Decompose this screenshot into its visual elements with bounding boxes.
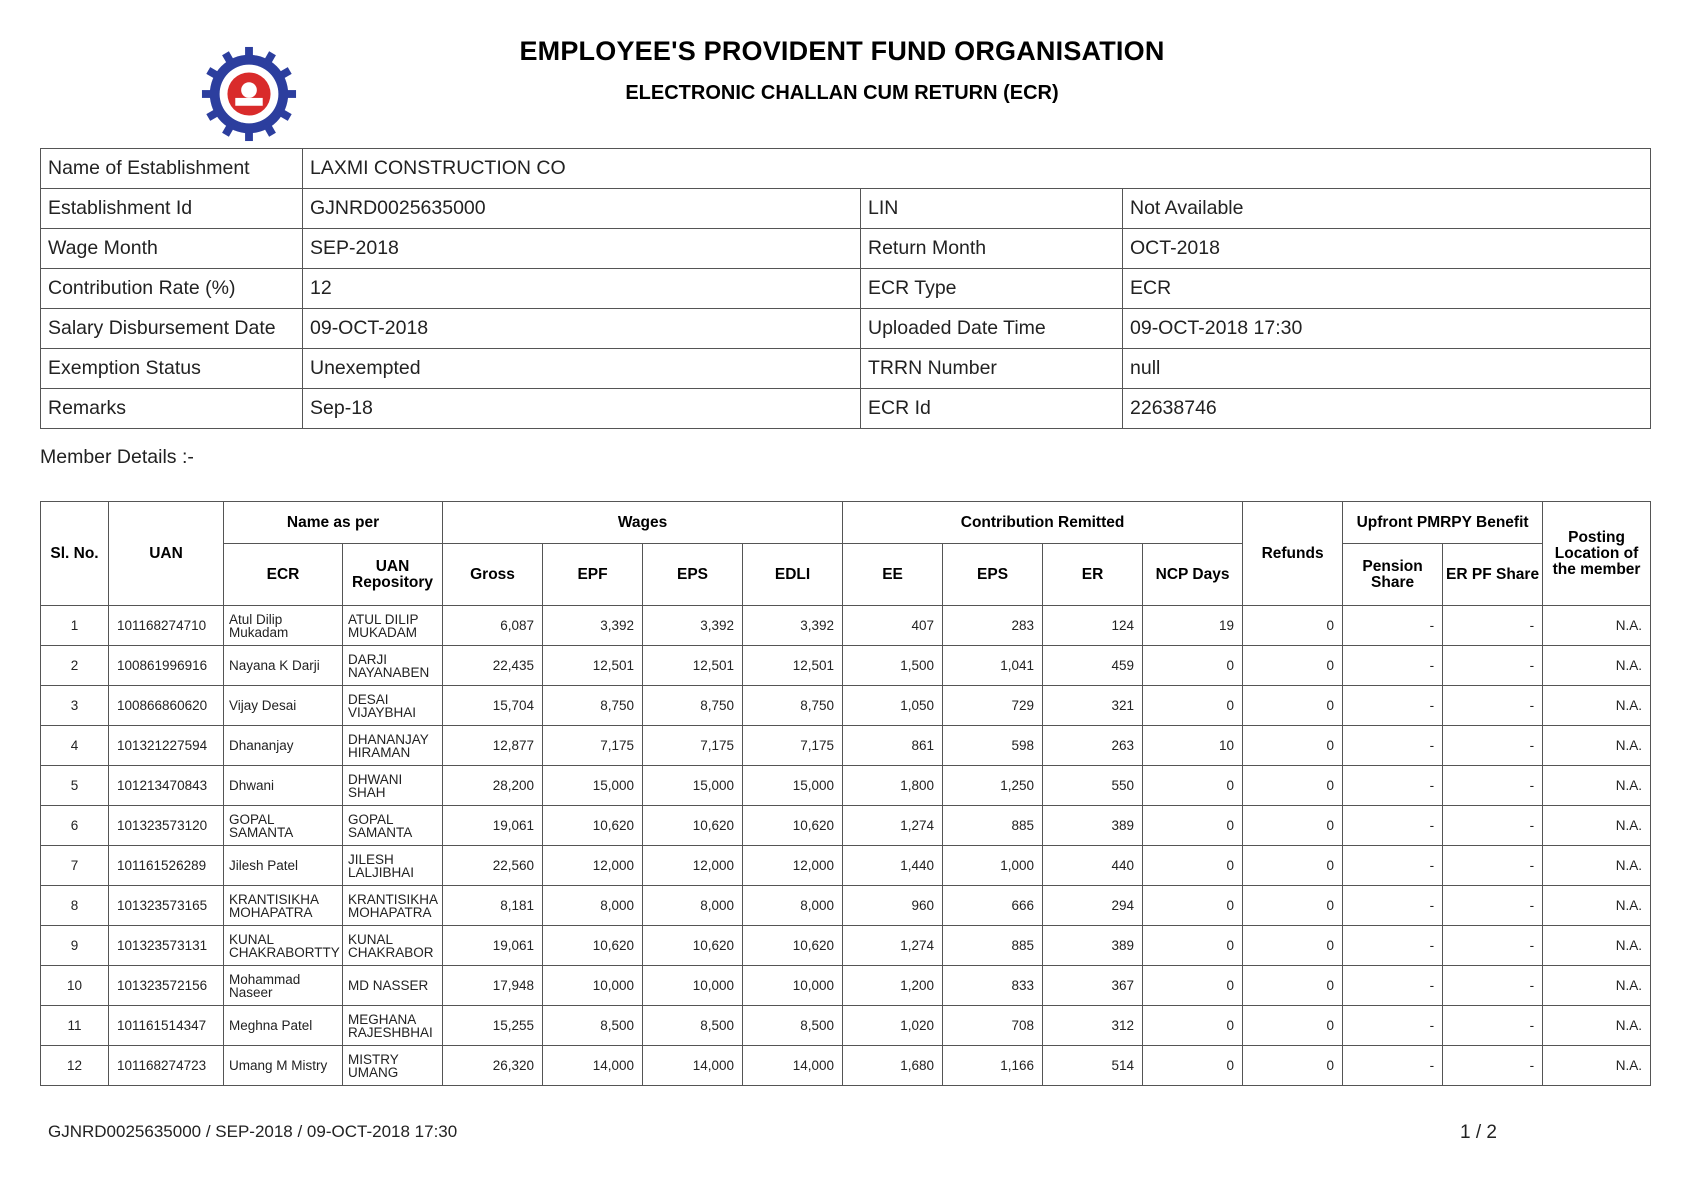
member-er-pf-share: -	[1443, 726, 1543, 766]
member-name-uan-repository: DHWANI SHAH	[343, 766, 443, 806]
member-gross-wages: 19,061	[443, 806, 543, 846]
header-ecr: ECR	[224, 544, 343, 606]
remarks-value: Sep-18	[303, 389, 861, 429]
member-name-ecr: Mohammad Naseer	[224, 966, 343, 1006]
member-epf-wages: 8,000	[543, 886, 643, 926]
contribution-rate-label: Contribution Rate (%)	[41, 269, 303, 309]
member-name-uan-repository: ATUL DILIP MUKADAM	[343, 606, 443, 646]
ecr-type-value: ECR	[1123, 269, 1651, 309]
member-ee-contribution: 1,800	[843, 766, 943, 806]
trrn-label: TRRN Number	[861, 349, 1123, 389]
info-row	[41, 389, 1651, 429]
member-uan: 101213470843	[109, 766, 224, 806]
member-er-pf-share: -	[1443, 606, 1543, 646]
member-eps-contribution: 1,041	[943, 646, 1043, 686]
member-gross-wages: 8,181	[443, 886, 543, 926]
footer-reference: GJNRD0025635000 / SEP-2018 / 09-OCT-2018 17:30	[48, 1122, 458, 1141]
member-sl-no: 1	[41, 606, 109, 646]
header-uan-repository: UAN Repository	[343, 544, 443, 606]
member-uan: 101321227594	[109, 726, 224, 766]
member-eps-contribution: 1,000	[943, 846, 1043, 886]
member-eps-contribution: 1,166	[943, 1046, 1043, 1086]
member-epf-wages: 3,392	[543, 606, 643, 646]
member-uan: 101168274710	[109, 606, 224, 646]
member-name-ecr: Dhwani	[224, 766, 343, 806]
header-er-pf-share: ER PF Share	[1443, 544, 1543, 606]
member-gross-wages: 22,560	[443, 846, 543, 886]
member-posting-location: N.A.	[1543, 966, 1651, 1006]
member-details-table	[40, 501, 1651, 1086]
member-edli-wages: 8,000	[743, 886, 843, 926]
wage-month-value: SEP-2018	[303, 229, 861, 269]
member-uan: 101161526289	[109, 846, 224, 886]
member-eps-wages: 10,620	[643, 926, 743, 966]
member-posting-location: N.A.	[1543, 806, 1651, 846]
member-epf-wages: 15,000	[543, 766, 643, 806]
member-er-pf-share: -	[1443, 926, 1543, 966]
member-eps-contribution: 885	[943, 926, 1043, 966]
member-epf-wages: 12,501	[543, 646, 643, 686]
member-ee-contribution: 1,680	[843, 1046, 943, 1086]
member-uan: 101323573165	[109, 886, 224, 926]
member-name-ecr: GOPAL SAMANTA	[224, 806, 343, 846]
member-eps-wages: 15,000	[643, 766, 743, 806]
member-name-ecr: Nayana K Darji	[224, 646, 343, 686]
member-ncp-days: 0	[1143, 806, 1243, 846]
member-ee-contribution: 1,274	[843, 926, 943, 966]
member-posting-location: N.A.	[1543, 886, 1651, 926]
member-edli-wages: 15,000	[743, 766, 843, 806]
member-refunds: 0	[1243, 606, 1343, 646]
member-pension-share: -	[1343, 1006, 1443, 1046]
member-ee-contribution: 1,050	[843, 686, 943, 726]
table-row	[41, 686, 1651, 726]
member-er-contribution: 367	[1043, 966, 1143, 1006]
member-er-contribution: 312	[1043, 1006, 1143, 1046]
member-refunds: 0	[1243, 966, 1343, 1006]
establishment-id-value: GJNRD0025635000	[303, 189, 861, 229]
member-eps-contribution: 708	[943, 1006, 1043, 1046]
member-epf-wages: 10,620	[543, 926, 643, 966]
member-sl-no: 4	[41, 726, 109, 766]
member-ee-contribution: 407	[843, 606, 943, 646]
table-row	[41, 766, 1651, 806]
salary-date-label: Salary Disbursement Date	[41, 309, 303, 349]
member-gross-wages: 28,200	[443, 766, 543, 806]
member-eps-wages: 14,000	[643, 1046, 743, 1086]
member-ee-contribution: 1,274	[843, 806, 943, 846]
member-eps-wages: 10,620	[643, 806, 743, 846]
table-row	[41, 606, 1651, 646]
member-er-contribution: 389	[1043, 926, 1143, 966]
member-name-ecr: Atul Dilip Mukadam	[224, 606, 343, 646]
member-name-uan-repository: GOPAL SAMANTA	[343, 806, 443, 846]
exemption-value: Unexempted	[303, 349, 861, 389]
member-uan: 101168274723	[109, 1046, 224, 1086]
member-sl-no: 9	[41, 926, 109, 966]
member-ncp-days: 0	[1143, 966, 1243, 1006]
member-eps-wages: 3,392	[643, 606, 743, 646]
member-name-uan-repository: MEGHANA RAJESHBHAI	[343, 1006, 443, 1046]
member-edli-wages: 8,750	[743, 686, 843, 726]
lin-label: LIN	[861, 189, 1123, 229]
member-uan: 101323573120	[109, 806, 224, 846]
member-er-contribution: 459	[1043, 646, 1143, 686]
member-eps-wages: 12,501	[643, 646, 743, 686]
ecr-id-label: ECR Id	[861, 389, 1123, 429]
member-name-ecr: Vijay Desai	[224, 686, 343, 726]
member-eps-contribution: 885	[943, 806, 1043, 846]
table-row	[41, 1006, 1651, 1046]
remarks-label: Remarks	[41, 389, 303, 429]
member-ee-contribution: 960	[843, 886, 943, 926]
document-title: EMPLOYEE'S PROVIDENT FUND ORGANISATION	[519, 36, 1165, 66]
member-eps-contribution: 666	[943, 886, 1043, 926]
member-eps-contribution: 598	[943, 726, 1043, 766]
member-refunds: 0	[1243, 646, 1343, 686]
exemption-label: Exemption Status	[41, 349, 303, 389]
member-eps-wages: 7,175	[643, 726, 743, 766]
member-name-ecr: Umang M Mistry	[224, 1046, 343, 1086]
wage-month-label: Wage Month	[41, 229, 303, 269]
header-gross: Gross	[443, 544, 543, 606]
member-edli-wages: 3,392	[743, 606, 843, 646]
info-row	[41, 269, 1651, 309]
member-pension-share: -	[1343, 926, 1443, 966]
member-posting-location: N.A.	[1543, 1006, 1651, 1046]
member-pension-share: -	[1343, 686, 1443, 726]
member-eps-contribution: 833	[943, 966, 1043, 1006]
info-row	[41, 229, 1651, 269]
member-refunds: 0	[1243, 886, 1343, 926]
member-posting-location: N.A.	[1543, 766, 1651, 806]
member-eps-contribution: 729	[943, 686, 1043, 726]
member-edli-wages: 10,620	[743, 926, 843, 966]
member-refunds: 0	[1243, 1006, 1343, 1046]
table-header-row	[41, 502, 1651, 544]
table-row	[41, 926, 1651, 966]
member-refunds: 0	[1243, 1046, 1343, 1086]
member-uan: 101161514347	[109, 1006, 224, 1046]
member-name-uan-repository: KRANTISIKHA MOHAPATRA	[343, 886, 443, 926]
member-gross-wages: 22,435	[443, 646, 543, 686]
ecr-type-label: ECR Type	[861, 269, 1123, 309]
uploaded-value: 09-OCT-2018 17:30	[1123, 309, 1651, 349]
header-epf: EPF	[543, 544, 643, 606]
member-name-ecr: Jilesh Patel	[224, 846, 343, 886]
table-row	[41, 886, 1651, 926]
document-subtitle: ELECTRONIC CHALLAN CUM RETURN (ECR)	[625, 82, 1059, 104]
member-sl-no: 3	[41, 686, 109, 726]
member-posting-location: N.A.	[1543, 846, 1651, 886]
member-ncp-days: 0	[1143, 1006, 1243, 1046]
member-eps-contribution: 1,250	[943, 766, 1043, 806]
member-sl-no: 8	[41, 886, 109, 926]
member-posting-location: N.A.	[1543, 606, 1651, 646]
member-er-contribution: 124	[1043, 606, 1143, 646]
member-er-pf-share: -	[1443, 966, 1543, 1006]
member-name-ecr: Dhananjay	[224, 726, 343, 766]
establishment-name-value: LAXMI CONSTRUCTION CO	[303, 149, 1651, 189]
member-name-uan-repository: MISTRY UMANG	[343, 1046, 443, 1086]
member-ncp-days: 10	[1143, 726, 1243, 766]
member-edli-wages: 10,620	[743, 806, 843, 846]
member-er-pf-share: -	[1443, 646, 1543, 686]
member-posting-location: N.A.	[1543, 1046, 1651, 1086]
member-sl-no: 7	[41, 846, 109, 886]
member-ncp-days: 0	[1143, 686, 1243, 726]
header-pmrpy: Upfront PMRPY Benefit	[1343, 502, 1543, 544]
member-eps-wages: 8,750	[643, 686, 743, 726]
uploaded-label: Uploaded Date Time	[861, 309, 1123, 349]
member-pension-share: -	[1343, 606, 1443, 646]
info-row	[41, 149, 1651, 189]
header-refunds: Refunds	[1243, 502, 1343, 606]
table-row	[41, 1046, 1651, 1086]
info-row	[41, 189, 1651, 229]
table-row	[41, 726, 1651, 766]
member-refunds: 0	[1243, 846, 1343, 886]
member-er-contribution: 550	[1043, 766, 1143, 806]
member-er-contribution: 263	[1043, 726, 1143, 766]
member-uan: 100866860620	[109, 686, 224, 726]
member-refunds: 0	[1243, 926, 1343, 966]
member-er-pf-share: -	[1443, 1046, 1543, 1086]
table-row	[41, 646, 1651, 686]
header-ee: EE	[843, 544, 943, 606]
member-name-uan-repository: KUNAL CHAKRABOR	[343, 926, 443, 966]
member-sl-no: 5	[41, 766, 109, 806]
member-er-pf-share: -	[1443, 686, 1543, 726]
header-edli: EDLI	[743, 544, 843, 606]
member-sl-no: 2	[41, 646, 109, 686]
member-pension-share: -	[1343, 886, 1443, 926]
member-ncp-days: 0	[1143, 766, 1243, 806]
member-eps-contribution: 283	[943, 606, 1043, 646]
member-epf-wages: 7,175	[543, 726, 643, 766]
contribution-rate-value: 12	[303, 269, 861, 309]
member-uan: 101323572156	[109, 966, 224, 1006]
member-epf-wages: 10,620	[543, 806, 643, 846]
info-row	[41, 309, 1651, 349]
return-month-value: OCT-2018	[1123, 229, 1651, 269]
member-gross-wages: 6,087	[443, 606, 543, 646]
member-pension-share: -	[1343, 846, 1443, 886]
header-uan: UAN	[109, 502, 224, 606]
member-er-contribution: 440	[1043, 846, 1143, 886]
page-number: 1 / 2	[1460, 1122, 1497, 1143]
member-ee-contribution: 1,500	[843, 646, 943, 686]
member-epf-wages: 14,000	[543, 1046, 643, 1086]
member-refunds: 0	[1243, 766, 1343, 806]
member-ee-contribution: 1,020	[843, 1006, 943, 1046]
member-refunds: 0	[1243, 726, 1343, 766]
member-posting-location: N.A.	[1543, 926, 1651, 966]
member-edli-wages: 12,000	[743, 846, 843, 886]
lin-value: Not Available	[1123, 189, 1651, 229]
header-er: ER	[1043, 544, 1143, 606]
return-month-label: Return Month	[861, 229, 1123, 269]
member-uan: 101323573131	[109, 926, 224, 966]
member-ncp-days: 0	[1143, 926, 1243, 966]
member-ncp-days: 0	[1143, 886, 1243, 926]
member-name-uan-repository: MD NASSER	[343, 966, 443, 1006]
member-ncp-days: 0	[1143, 1046, 1243, 1086]
member-refunds: 0	[1243, 806, 1343, 846]
member-edli-wages: 12,501	[743, 646, 843, 686]
member-er-pf-share: -	[1443, 766, 1543, 806]
member-edli-wages: 14,000	[743, 1046, 843, 1086]
header-contribution-eps: EPS	[943, 544, 1043, 606]
member-sl-no: 6	[41, 806, 109, 846]
member-gross-wages: 26,320	[443, 1046, 543, 1086]
member-er-pf-share: -	[1443, 806, 1543, 846]
member-epf-wages: 8,500	[543, 1006, 643, 1046]
establishment-info-table	[40, 148, 1651, 429]
member-posting-location: N.A.	[1543, 726, 1651, 766]
member-name-uan-repository: DESAI VIJAYBHAI	[343, 686, 443, 726]
header-wages: Wages	[443, 502, 843, 544]
member-posting-location: N.A.	[1543, 646, 1651, 686]
member-gross-wages: 15,704	[443, 686, 543, 726]
table-subheader-row	[41, 544, 1651, 606]
member-ee-contribution: 1,200	[843, 966, 943, 1006]
member-eps-wages: 8,000	[643, 886, 743, 926]
table-row	[41, 966, 1651, 1006]
table-row	[41, 846, 1651, 886]
member-gross-wages: 12,877	[443, 726, 543, 766]
member-sl-no: 10	[41, 966, 109, 1006]
member-pension-share: -	[1343, 646, 1443, 686]
ecr-id-value: 22638746	[1123, 389, 1651, 429]
member-details-label: Member Details :-	[40, 446, 194, 468]
header-eps: EPS	[643, 544, 743, 606]
member-er-contribution: 294	[1043, 886, 1143, 926]
member-name-ecr: Meghna Patel	[224, 1006, 343, 1046]
member-gross-wages: 19,061	[443, 926, 543, 966]
member-edli-wages: 8,500	[743, 1006, 843, 1046]
establishment-id-label: Establishment Id	[41, 189, 303, 229]
member-er-pf-share: -	[1443, 886, 1543, 926]
member-pension-share: -	[1343, 726, 1443, 766]
establishment-name-label: Name of Establishment	[41, 149, 303, 189]
member-eps-wages: 8,500	[643, 1006, 743, 1046]
member-er-pf-share: -	[1443, 1006, 1543, 1046]
member-er-contribution: 514	[1043, 1046, 1143, 1086]
salary-date-value: 09-OCT-2018	[303, 309, 861, 349]
member-edli-wages: 7,175	[743, 726, 843, 766]
member-posting-location: N.A.	[1543, 686, 1651, 726]
member-name-ecr: KUNAL CHAKRABORTTY	[224, 926, 343, 966]
member-er-contribution: 321	[1043, 686, 1143, 726]
member-epf-wages: 8,750	[543, 686, 643, 726]
member-ee-contribution: 1,440	[843, 846, 943, 886]
member-er-pf-share: -	[1443, 846, 1543, 886]
member-gross-wages: 15,255	[443, 1006, 543, 1046]
member-eps-wages: 10,000	[643, 966, 743, 1006]
header-name-as-per: Name as per	[224, 502, 443, 544]
member-pension-share: -	[1343, 966, 1443, 1006]
member-edli-wages: 10,000	[743, 966, 843, 1006]
member-sl-no: 11	[41, 1006, 109, 1046]
member-er-contribution: 389	[1043, 806, 1143, 846]
member-ncp-days: 0	[1143, 846, 1243, 886]
header-sl-no: Sl. No.	[41, 502, 109, 606]
member-uan: 100861996916	[109, 646, 224, 686]
info-row	[41, 349, 1651, 389]
header-ncp-days: NCP Days	[1143, 544, 1243, 606]
member-name-uan-repository: DHANANJAY HIRAMAN	[343, 726, 443, 766]
member-eps-wages: 12,000	[643, 846, 743, 886]
member-ncp-days: 0	[1143, 646, 1243, 686]
header-posting: Posting Location of the member	[1543, 502, 1651, 606]
table-row	[41, 806, 1651, 846]
member-epf-wages: 10,000	[543, 966, 643, 1006]
member-name-ecr: KRANTISIKHA MOHAPATRA	[224, 886, 343, 926]
member-gross-wages: 17,948	[443, 966, 543, 1006]
member-pension-share: -	[1343, 766, 1443, 806]
member-refunds: 0	[1243, 686, 1343, 726]
member-pension-share: -	[1343, 806, 1443, 846]
member-ee-contribution: 861	[843, 726, 943, 766]
member-name-uan-repository: DARJI NAYANABEN	[343, 646, 443, 686]
member-name-uan-repository: JILESH LALJIBHAI	[343, 846, 443, 886]
trrn-value: null	[1123, 349, 1651, 389]
member-ncp-days: 19	[1143, 606, 1243, 646]
header-contribution-remitted: Contribution Remitted	[843, 502, 1243, 544]
member-pension-share: -	[1343, 1046, 1443, 1086]
member-epf-wages: 12,000	[543, 846, 643, 886]
member-sl-no: 12	[41, 1046, 109, 1086]
header-pension-share: Pension Share	[1343, 544, 1443, 606]
